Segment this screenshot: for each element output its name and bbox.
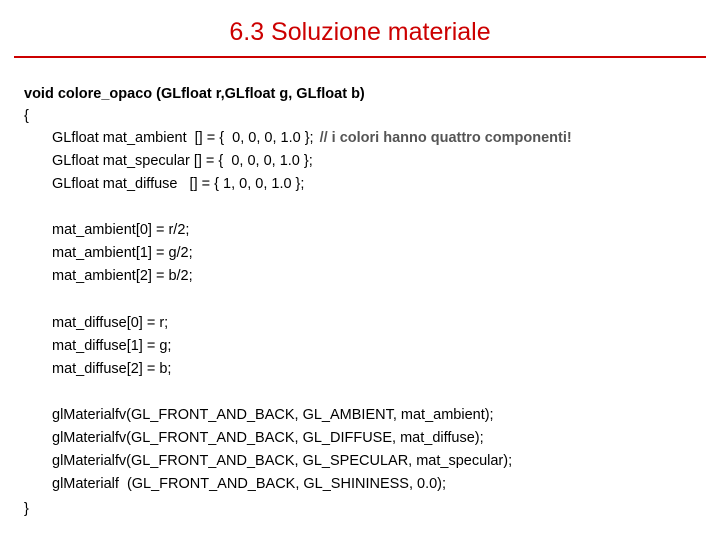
ambient-assign-1: mat_ambient[1] = g/2; xyxy=(52,245,193,261)
comment-ambient: // i colori hanno quattro componenti! xyxy=(319,130,572,146)
decl-ambient: GLfloat mat_ambient [] = { 0, 0, 0, 1.0 }; xyxy=(52,130,314,146)
material-call-ambient: glMaterialfv(GL_FRONT_AND_BACK, GL_AMBIENT, mat_ambient); xyxy=(52,407,494,423)
open-brace: { xyxy=(24,108,29,124)
diffuse-assign-1: mat_diffuse[1] = g; xyxy=(52,338,172,354)
function-signature: void colore_opaco (GLfloat r,GLfloat g, GLfloat b) xyxy=(24,86,365,102)
title-underline xyxy=(14,56,706,58)
diffuse-assign-2: mat_diffuse[2] = b; xyxy=(52,361,172,377)
decl-diffuse: GLfloat mat_diffuse [] = { 1, 0, 0, 1.0 }; xyxy=(52,176,305,192)
material-call-shininess: glMaterialf (GL_FRONT_AND_BACK, GL_SHININESS, 0.0); xyxy=(52,476,447,492)
ambient-assign-0: mat_ambient[0] = r/2; xyxy=(52,222,190,238)
material-call-diffuse: glMaterialfv(GL_FRONT_AND_BACK, GL_DIFFUSE, mat_diffuse); xyxy=(52,430,484,446)
decl-specular: GLfloat mat_specular [] = { 0, 0, 0, 1.0 }; xyxy=(52,153,313,169)
slide-title: 6.3 Soluzione materiale xyxy=(229,18,491,46)
material-call-specular: glMaterialfv(GL_FRONT_AND_BACK, GL_SPECULAR, mat_specular); xyxy=(52,453,513,469)
close-brace: } xyxy=(24,501,29,517)
ambient-assign-2: mat_ambient[2] = b/2; xyxy=(52,268,193,284)
diffuse-assign-0: mat_diffuse[0] = r; xyxy=(52,315,169,331)
decl-ambient-line xyxy=(52,129,572,147)
